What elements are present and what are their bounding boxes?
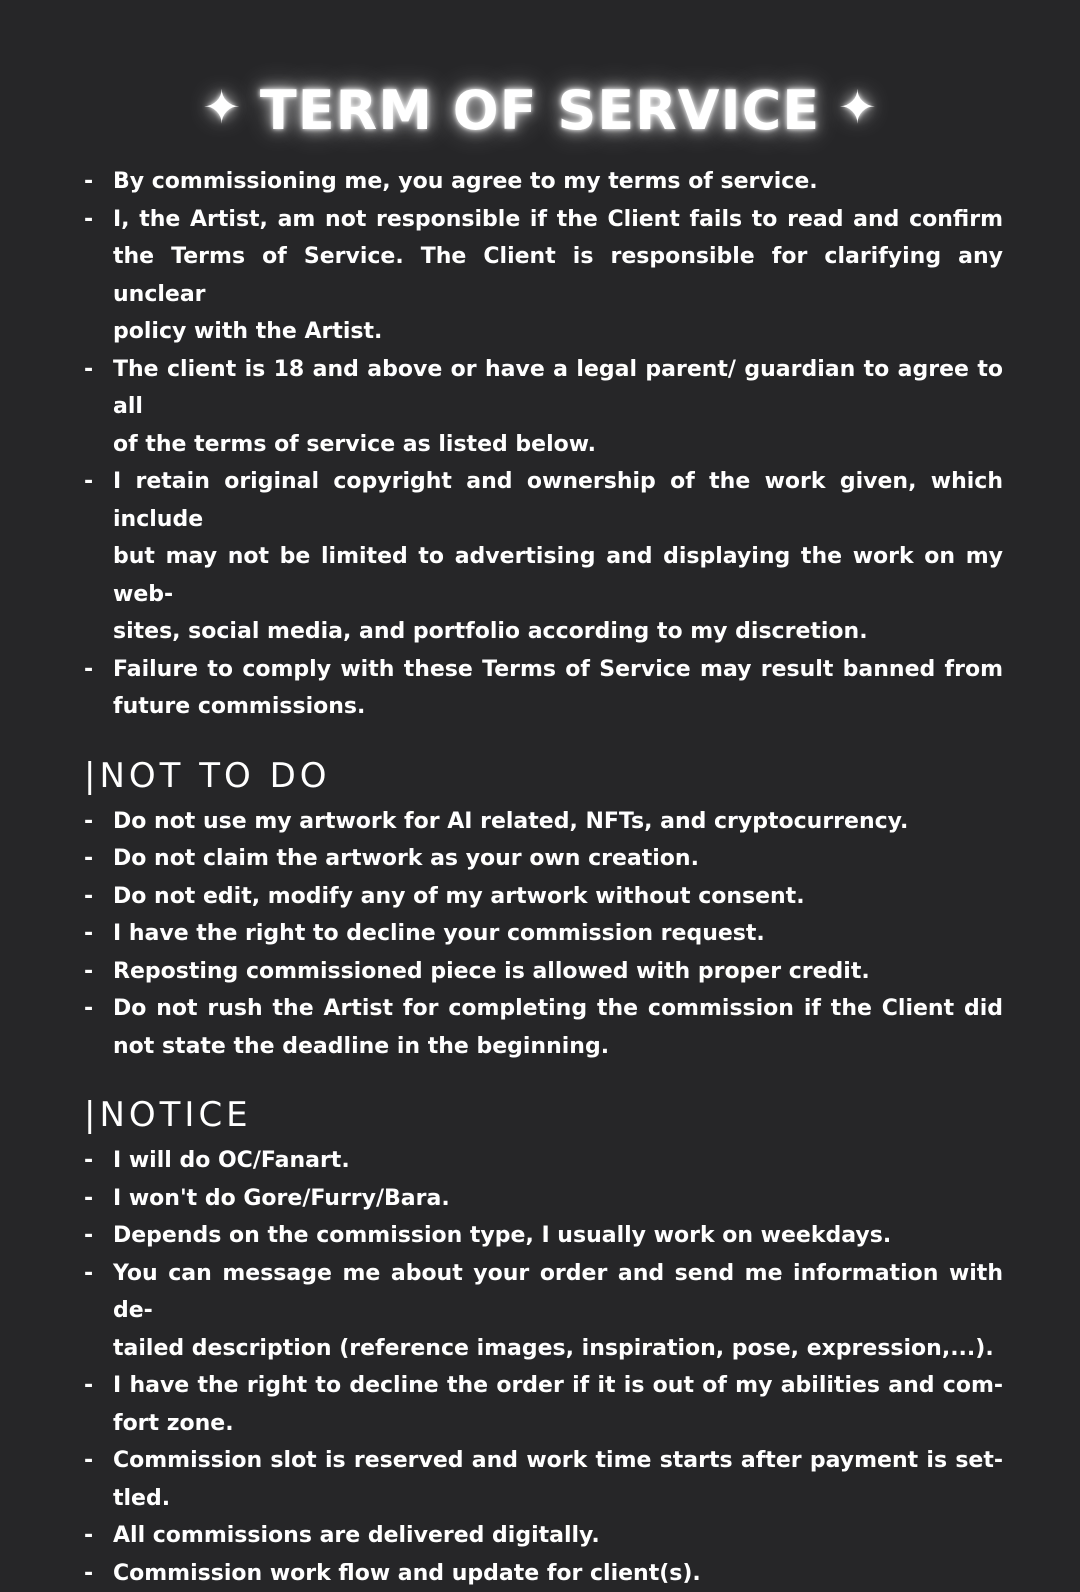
bullet-dash: - (84, 1555, 113, 1592)
list-item-text (113, 840, 1003, 878)
terms-content (84, 163, 1003, 1592)
bullet-dash: - (84, 840, 113, 878)
list-item-text (113, 1442, 1003, 1517)
text-line: tailed description (reference images, inspiration, pose, expression,...). (113, 1330, 1003, 1368)
text-line: Reposting commissioned piece is allowed with proper credit. (113, 953, 1003, 991)
bullet-dash: - (84, 351, 113, 389)
list-item (84, 953, 1003, 991)
list-item (84, 1180, 1003, 1218)
text-line: All commissions are delivered digitally. (113, 1517, 1003, 1555)
list-item (84, 201, 1003, 351)
bullet-dash: - (84, 915, 113, 953)
bullet-dash: - (84, 651, 113, 689)
list-item (84, 1555, 1003, 1592)
list-item (84, 1142, 1003, 1180)
text-line: You can message me about your order and send me information with de- (113, 1255, 1003, 1330)
list-item (84, 1255, 1003, 1368)
list-item (84, 840, 1003, 878)
text-line: the Terms of Service. The Client is responsible for clarifying any unclear (113, 238, 1003, 313)
bullet-dash: - (84, 1517, 113, 1555)
list-item (84, 990, 1003, 1065)
list-item-text (113, 163, 1003, 201)
bullet-dash: - (84, 803, 113, 841)
list-item (84, 651, 1003, 726)
text-line: fort zone. (113, 1405, 1003, 1443)
bullet-dash: - (84, 1180, 113, 1218)
bullet-dash: - (84, 1217, 113, 1255)
page-title (0, 72, 1080, 146)
text-line: future commissions. (113, 688, 1003, 726)
bullet-dash: - (84, 953, 113, 991)
text-line: I, the Artist, am not responsible if the Client fails to read and confirm (113, 201, 1003, 239)
section-1 (84, 752, 1003, 1066)
list-item-text (113, 803, 1003, 841)
list-item-text (113, 878, 1003, 916)
text-line: I have the right to decline your commission request. (113, 915, 1003, 953)
list-item-text (113, 1255, 1003, 1368)
text-line: Failure to comply with these Terms of Service may result banned from (113, 651, 1003, 689)
text-line: tled. (113, 1480, 1003, 1518)
text-line: Do not edit, modify any of my artwork without consent. (113, 878, 1003, 916)
bullet-dash: - (84, 463, 113, 501)
bullet-dash: - (84, 1142, 113, 1180)
text-line: Do not rush the Artist for completing the commission if the Client did (113, 990, 1003, 1028)
list-item-text (113, 351, 1003, 464)
list-item-text (113, 201, 1003, 351)
list-item-text (113, 1517, 1003, 1555)
list-item (84, 803, 1003, 841)
section-0 (84, 163, 1003, 726)
bullet-dash: - (84, 1367, 113, 1405)
list-item-text (113, 1180, 1003, 1218)
text-line: Commission slot is reserved and work time starts after payment is set- (113, 1442, 1003, 1480)
text-line: I retain original copyright and ownership of the work given, which include (113, 463, 1003, 538)
sparkle-icon-left: ✦ (202, 72, 242, 142)
list-item (84, 351, 1003, 464)
text-line: sites, social media, and portfolio according to my discretion. (113, 613, 1003, 651)
list-item (84, 463, 1003, 651)
text-line: not state the deadline in the beginning. (113, 1028, 1003, 1066)
section-heading: |NOTICE (84, 1091, 1003, 1139)
text-line: I won't do Gore/Furry/Bara. (113, 1180, 1003, 1218)
list-item-text (113, 651, 1003, 726)
text-line: Do not claim the artwork as your own creation. (113, 840, 1003, 878)
text-line: I will do OC/Fanart. (113, 1142, 1003, 1180)
list-item-text (113, 463, 1003, 651)
list-item-text (113, 1367, 1003, 1442)
text-line: Do not use my artwork for AI related, NFTs, and cryptocurrency. (113, 803, 1003, 841)
page-title-text: TERM OF SERVICE (260, 79, 820, 142)
text-line: Depends on the commission type, I usually work on weekdays. (113, 1217, 1003, 1255)
section-heading: |NOT TO DO (84, 752, 1003, 800)
list-item (84, 1442, 1003, 1517)
text-line: The client is 18 and above or have a legal parent/ guardian to agree to all (113, 351, 1003, 426)
bullet-dash: - (84, 878, 113, 916)
list-item-text (113, 1217, 1003, 1255)
list-item (84, 915, 1003, 953)
text-line: I have the right to decline the order if it is out of my abilities and com- (113, 1367, 1003, 1405)
text-line: policy with the Artist. (113, 313, 1003, 351)
text-line: of the terms of service as listed below. (113, 426, 1003, 464)
list-item (84, 163, 1003, 201)
list-item-text (113, 915, 1003, 953)
text-line: By commissioning me, you agree to my terms of service. (113, 163, 1003, 201)
list-item-text (113, 1142, 1003, 1180)
text-line: Commission work flow and update for client(s). (113, 1555, 1003, 1592)
list-item (84, 1217, 1003, 1255)
list-item-text (113, 1555, 1003, 1592)
sparkle-icon-right: ✦ (838, 72, 878, 142)
bullet-dash: - (84, 1255, 113, 1293)
bullet-dash: - (84, 163, 113, 201)
bullet-dash: - (84, 201, 113, 239)
list-item-text (113, 953, 1003, 991)
section-2 (84, 1091, 1003, 1592)
list-item (84, 878, 1003, 916)
text-line: but may not be limited to advertising and displaying the work on my web- (113, 538, 1003, 613)
bullet-dash: - (84, 1442, 113, 1480)
list-item (84, 1517, 1003, 1555)
bullet-dash: - (84, 990, 113, 1028)
list-item (84, 1367, 1003, 1442)
list-item-text (113, 990, 1003, 1065)
